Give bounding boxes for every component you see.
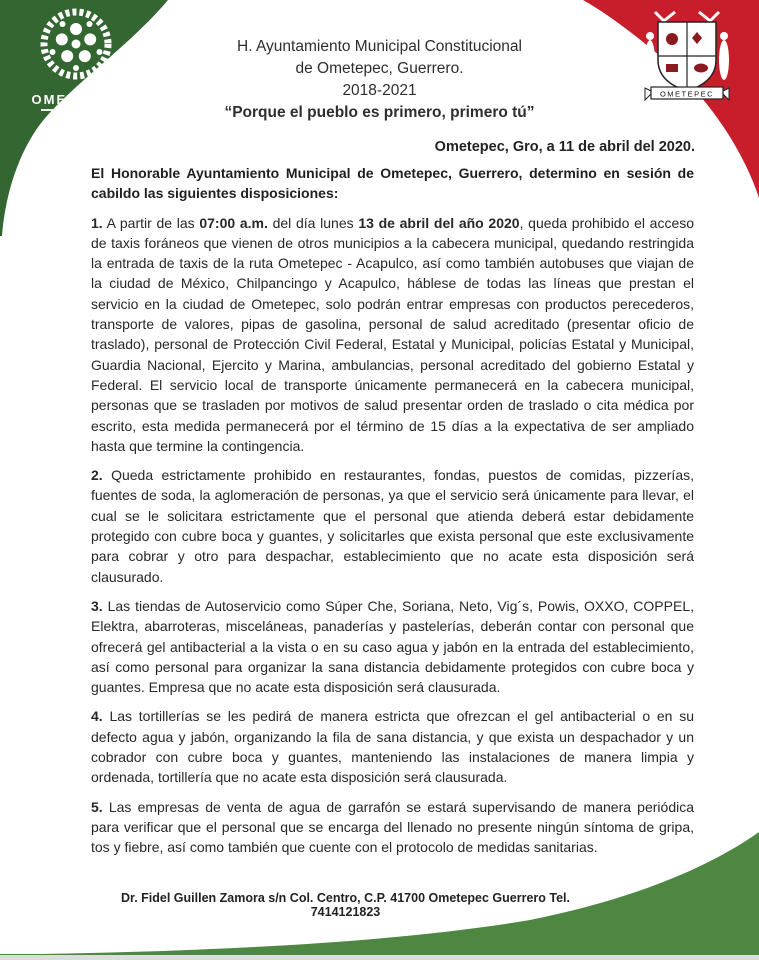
disposition-2-number: 2. bbox=[91, 467, 103, 484]
scan-edge-line bbox=[0, 955, 759, 960]
disposition-5-number: 5. bbox=[91, 798, 103, 815]
highlight-time: 07:00 a.m. bbox=[199, 214, 268, 231]
ometepec-people-emblem bbox=[20, 6, 132, 115]
disposition-1-number: 1. bbox=[91, 214, 103, 231]
disposition-1: 1. A partir de las 07:00 a.m. del día lunes 13 de abril del año 2020, queda prohibido el acceso de taxis foráneos que vienen de otros municipios a la cabecera municipal, quedando restringida la entrada de taxis de la ruta Ometepec - Acapulco, así como también autobuses que viajan de la ciudad de México, Chilpancingo y Acapulco, háblese de todas las líneas que prestan el servicio en la ciudad de Ometepec, solo podrán entrar empresas con productos perecederos, transporte de valores, pipas de gasolina, personal de salud acreditado (presentar oficio de traslado), personal de Protección Civil Federal, Estatal y Municipal, policías Estatal y Municipal, Guardia Nacional, Ejercito y Marina, ambulancias, personal acreditado del gobierno Estatal y Federal. El servicio local de transporte únicamente permanecerá en la cabecera municipal, personas que se trasladen por motivos de salud presentar orden de traslado o cita médica por escrito, esta medida permanecerá por el término de 15 días a la expectativa de ser ampliado hasta que termine la contingencia. bbox=[91, 214, 695, 454]
header-title-line2: de Ometepec, Guerrero. bbox=[295, 60, 464, 77]
disposition-3-number: 3. bbox=[91, 597, 103, 614]
disposition-5: 5. Las empresas de venta de agua de garrafón se estará supervisando de manera periódica para verificar que el personal que se encarga del llenado no presente ningún síntoma de gripa, tos y fiebre, así como también que cuente con el protocolo de medidas sanitarias. bbox=[91, 798, 694, 856]
document-dateline: Ometepec, Gro, a 11 de abril del 2020. bbox=[434, 139, 695, 155]
shield-icon bbox=[631, 8, 743, 104]
intro-paragraph: El Honorable Ayuntamiento Municipal de Ometepec, Guerrero, determino en sesión de cabildo las siguientes disposiciones: bbox=[91, 165, 694, 202]
header-term-years: 2018-2021 bbox=[342, 82, 417, 99]
ometepec-coat-of-arms bbox=[631, 8, 743, 109]
document-header bbox=[130, 36, 629, 124]
footer-address: Dr. Fidel Guillen Zamora s/n Col. Centro, C.P. 41700 Ometepec Guerrero Tel. 7414121823 bbox=[121, 891, 570, 919]
logo-subtext-bar bbox=[53, 113, 99, 115]
left-logo-label: OMETEPEC bbox=[31, 92, 121, 107]
coat-of-arms-banner-text: OMETEPEC bbox=[659, 89, 715, 99]
people-circle-icon bbox=[34, 6, 118, 86]
logo-subtext-bar bbox=[41, 109, 111, 111]
disposition-4-number: 4. bbox=[91, 708, 103, 725]
disposition-2: 2. Queda estrictamente prohibido en restaurantes, fondas, puestos de comidas, pizzerías, fuentes de soda, la aglomeración de personas, ya que el servicio será únicamente para llevar, el cual se le solicitara estrictamente que el personal que atienda deberá estar debidamente protegido con cubre boca y guantes, y solicitarles que exista personal que este exclusivamente para cobrar y otro para despachar, establecimiento que no acate esta disposición será clausurado. bbox=[91, 467, 694, 585]
document-body bbox=[91, 163, 694, 867]
highlight-date: 13 de abril del año 2020 bbox=[358, 214, 520, 231]
header-title-line1: H. Ayuntamiento Municipal Constitucional bbox=[237, 38, 522, 55]
disposition-3: 3. Las tiendas de Autoservicio como Súper Che, Soriana, Neto, Vig´s, Powis, OXXO, COPPEL, Elektra, abarroteras, misceláneas, panaderías y pastelerías, deberán contar con personal que ofrecerá gel antibacterial a la vista o en su caso agua y jabón en la entrada del establecimiento, así como personal para organizar la sana distancia debidamente protegidos con cubre boca y guantes. Empresa que no acate esta disposición será clausurada. bbox=[91, 597, 694, 696]
disposition-4: 4. Las tortillerías se les pedirá de manera estricta que ofrezcan el gel antibacterial o en su defecto agua y jabón, organizando la fila de sana distancia, y que exista un despachador y un cobrador con cubre boca y guantes, manteniendo las instalaciones de manera limpia y ordenada, tortillería que no acate esta disposición será clausurada. bbox=[91, 708, 694, 786]
header-motto: “Porque el pueblo es primero, primero tú” bbox=[224, 104, 535, 121]
